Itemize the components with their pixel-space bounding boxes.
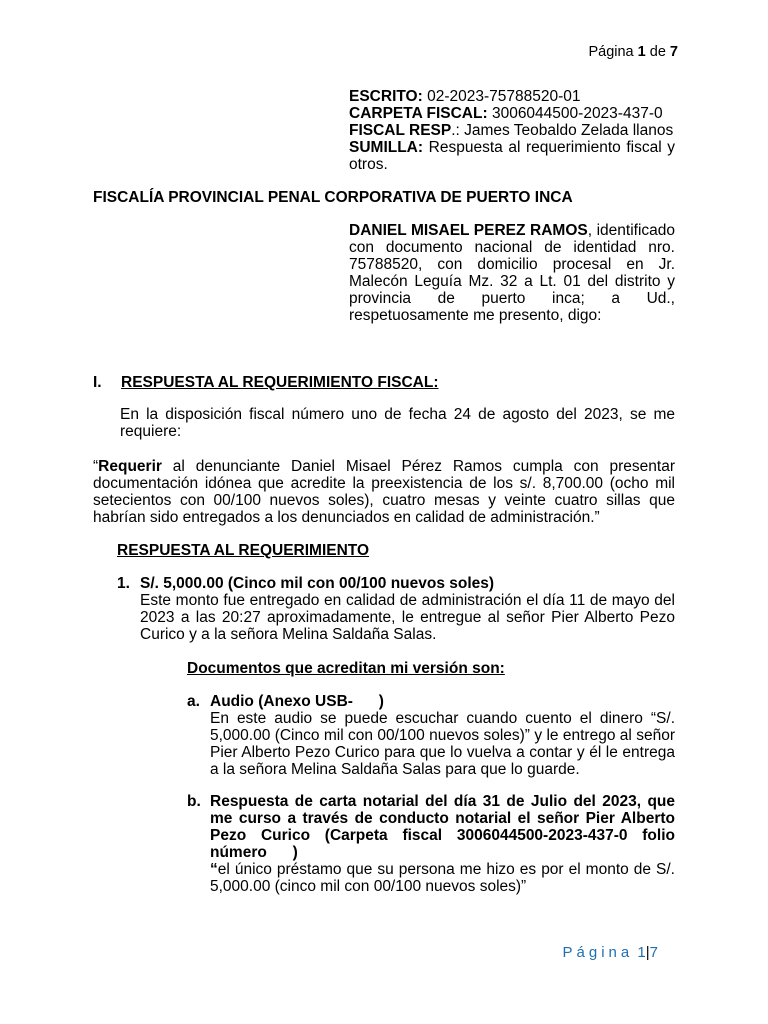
page-current: 1 [637,44,646,60]
fiscal-line [349,122,675,139]
page-word: Página [562,944,634,961]
document-header [349,88,675,173]
sumilla-line [349,139,675,173]
addressee: FISCALÍA PROVINCIAL PENAL CORPORATIVA DE PUERTO INCA [93,189,573,206]
paragraph-requirement: En la disposición fiscal número uno de fecha 24 de agosto del 2023, se me requiere: [120,406,675,440]
sub-item-label: a. [187,693,200,710]
carpeta-value: 3006044500-2023-437-0 [491,105,663,122]
sumilla-value: Respuesta al requerimiento fiscal y otros. [349,139,675,173]
section-number: I. [93,374,102,391]
page-indicator-bottom [563,944,658,961]
sub-item-title: Audio (Anexo USB- ) [210,693,384,710]
item-title: S/. 5,000.00 (Cinco mil con 00/100 nuevos soles) [140,575,495,592]
escrito-line [349,88,675,105]
carpeta-line [349,105,675,122]
sub-quote-text: el único préstamo que su persona me hizo es por el monto de S/. 5,000.00 (cinco mil con 00/100 nuevos soles)” [210,861,675,895]
sub-item-title: Respuesta de carta notarial del día 31 de Julio del 2023, que me curso a través de conducto notarial el señor Pier Alberto Pezo Curico (Carpeta fiscal 3006044500-2023-437-0 folio número ) [210,793,680,861]
page-sep: de [649,44,666,60]
item-number: 1. [117,575,130,592]
page-indicator-top [588,44,678,61]
section-heading [93,374,693,391]
carpeta-label: CARPETA FISCAL: [349,105,488,122]
sub-item-b [187,793,680,895]
sumilla-label: SUMILLA: [349,139,424,156]
fiscal-value: .: James Teobaldo Zelada llanos [451,122,674,139]
fiscal-label: FISCAL RESP [349,122,452,139]
item-text: Este monto fue entregado en calidad de administración el día 11 de mayo del 2023 a las 20:27 aproximadamente, le entregue al señor Pier Alberto Pezo Curico y a la señora Melina Saldaña Salas. [140,592,675,643]
petitioner-name: DANIEL MISAEL PEREZ RAMOS [349,222,588,239]
quote-text: al denunciante Daniel Misael Pérez Ramos cumpla con presentar documentación idónea que acredite la preexistencia de los s/. 8,700.00 (ocho mil setecientos con 00/100 nuevos soles), cuatro mesas y veinte cuatro sillas que habrían sido entregados a los denunciados en calidad de administración.” [93,458,675,526]
sub-item-a [187,693,675,778]
page-total: 7 [649,944,658,961]
page-sep: | [645,944,650,961]
escrito-label: ESCRITO: [349,88,423,105]
documents-heading: Documentos que acreditan mi versión son: [187,660,505,677]
page-total: 7 [669,44,678,60]
page-label: Página [588,44,634,60]
page-current: 1 [637,944,646,961]
sub-quote-open: “ [210,861,218,878]
intro-paragraph [349,222,675,324]
intro-text: , identificado con documento nacional de identidad nro. 75788520, con domicilio procesal en Jr. Malecón Leguía Mz. 32 a Lt. 01 del distrito y provincia de puerto inca; a Ud., respetuosamente me presento, digo: [349,222,675,324]
escrito-value: 02-2023-75788520-01 [427,88,581,105]
section-title: RESPUESTA AL REQUERIMIENTO FISCAL: [121,374,439,391]
sub-item-text [210,861,675,895]
response-subheading: RESPUESTA AL REQUERIMIENTO [117,542,370,559]
quote-open: “ [93,458,99,475]
quoted-requirement [93,458,675,526]
sub-item-label: b. [187,793,201,810]
quote-bold: Requerir [98,458,162,475]
sub-item-text: En este audio se puede escuchar cuando cuento el dinero “S/. 5,000.00 (Cinco mil con 00/100 nuevos soles)” y le entrego al señor Pier Alberto Pezo Curico para que lo vuelva a contar y él le entrega a la señora Melina Saldaña Salas para que lo guarde. [210,710,675,778]
list-item [117,575,675,643]
